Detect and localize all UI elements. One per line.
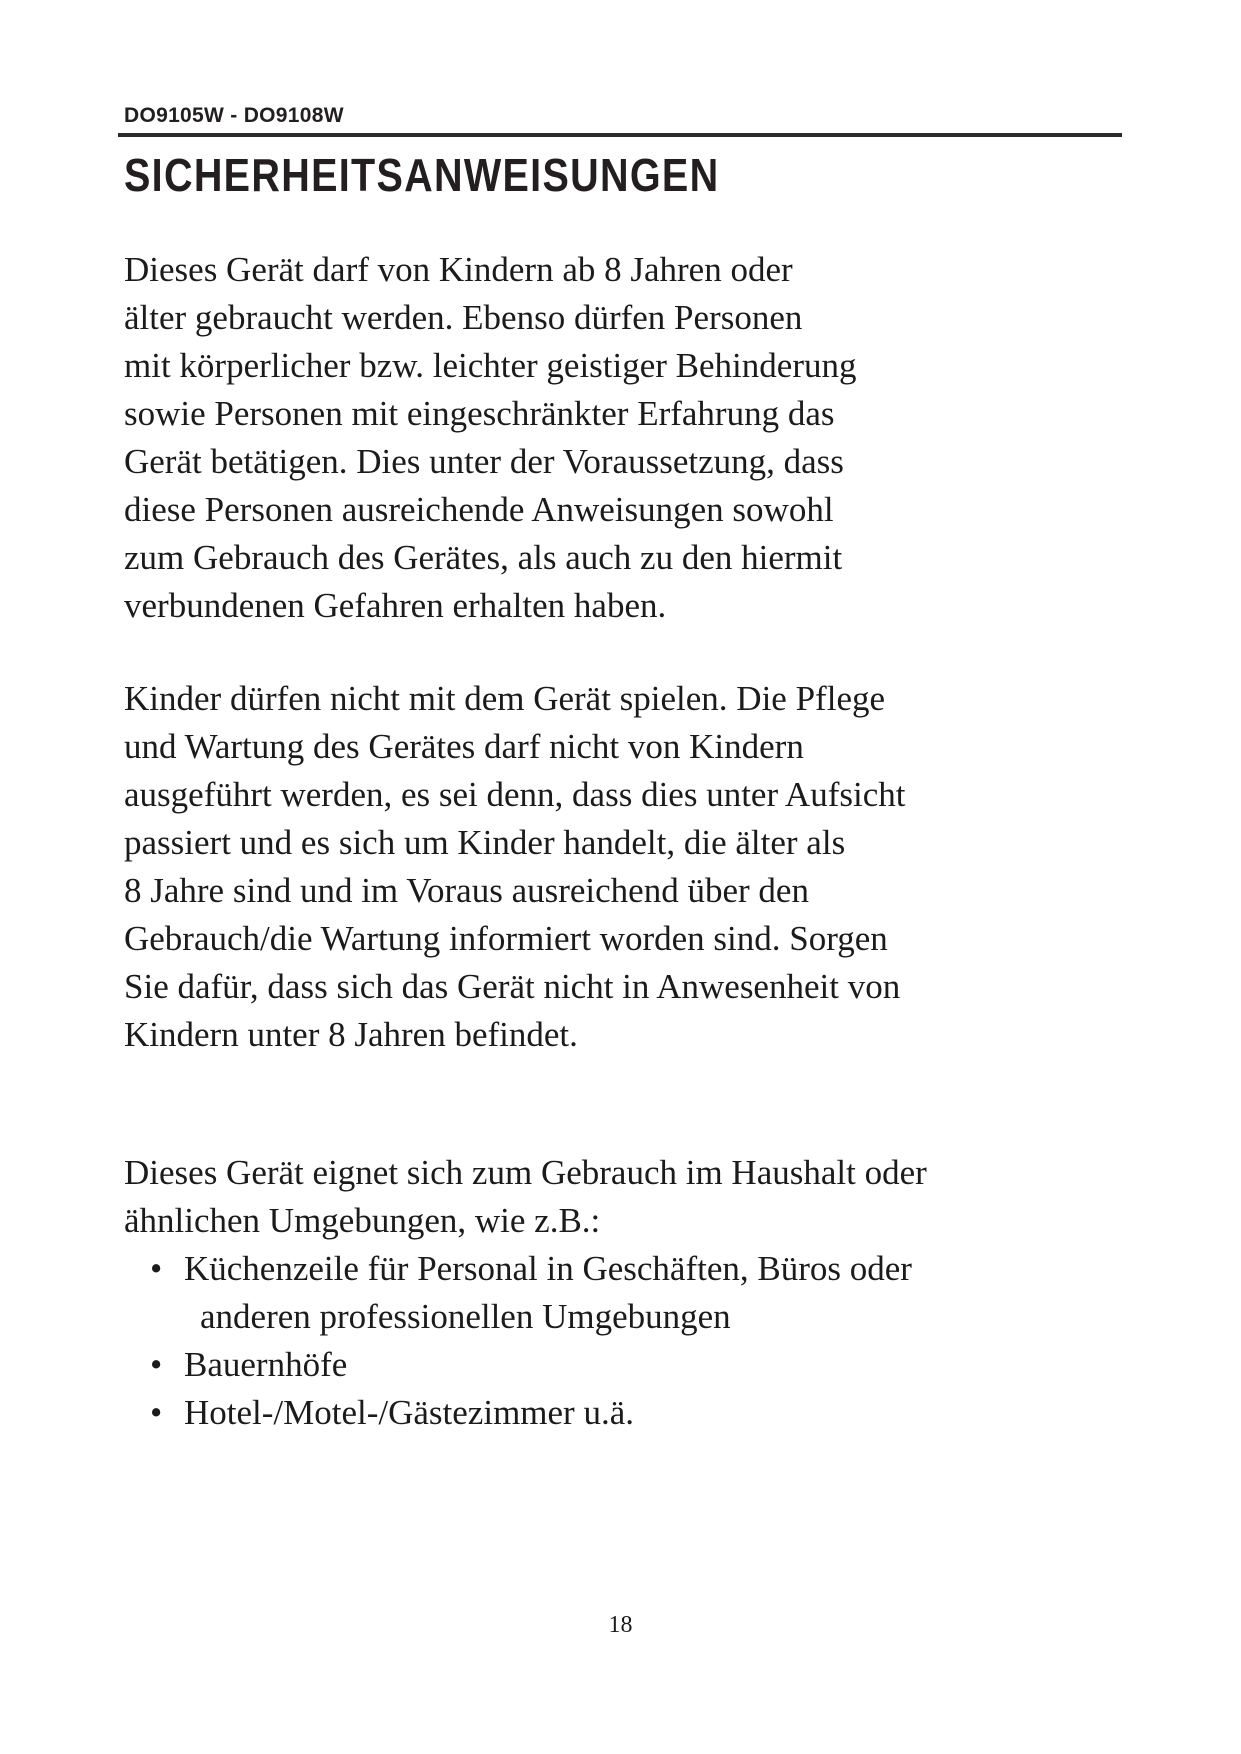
text-line: älter gebraucht werden. Ebenso dürfen Personen <box>124 298 803 337</box>
text-line: verbundenen Gefahren erhalten haben. <box>124 586 667 625</box>
text-line: Gerät betätigen. Dies unter der Voraussetzung, dass <box>124 442 844 481</box>
text-line: Gebrauch/die Wartung informiert worden sind. Sorgen <box>124 919 888 958</box>
list-item <box>124 1341 1134 1389</box>
body-text <box>124 246 1134 1437</box>
text-line: Kindern unter 8 Jahren befindet. <box>124 1015 578 1054</box>
section-title: SICHERHEITSANWEISUNGEN <box>124 149 720 201</box>
bullet-text <box>184 1389 1134 1437</box>
paragraph-household-use <box>124 1149 1134 1245</box>
text-line: Küchenzeile für Personal in Geschäften, Büros oder <box>184 1249 912 1288</box>
text-line: Hotel-/Motel-/Gästezimmer u.ä. <box>184 1393 634 1432</box>
usage-bullet-list <box>124 1245 1134 1437</box>
list-item <box>124 1245 1134 1341</box>
text-line: Dieses Gerät eignet sich zum Gebrauch im Haushalt oder <box>124 1153 927 1192</box>
bullet-text <box>184 1341 1134 1389</box>
text-line: Bauernhöfe <box>184 1345 348 1384</box>
paragraph-children-use <box>124 246 1134 630</box>
text-line: mit körperlicher bzw. leichter geistiger Behinderung <box>124 346 857 385</box>
text-line: Kinder dürfen nicht mit dem Gerät spielen. Die Pflege <box>124 679 886 718</box>
text-line: Dieses Gerät darf von Kindern ab 8 Jahren oder <box>124 250 793 289</box>
bullet-text <box>184 1245 1134 1341</box>
list-item <box>124 1389 1134 1437</box>
text-line: zum Gebrauch des Gerätes, als auch zu den hiermit <box>124 538 843 577</box>
bullet-icon: • <box>150 1249 163 1288</box>
text-line: diese Personen ausreichende Anweisungen sowohl <box>124 490 834 529</box>
text-line: ausgeführt werden, es sei denn, dass dies unter Aufsicht <box>124 775 906 814</box>
paragraph-children-play <box>124 675 1134 1059</box>
text-line: 8 Jahre sind und im Voraus ausreichend über den <box>124 871 809 910</box>
bullet-icon: • <box>150 1345 163 1384</box>
text-line: passiert und es sich um Kinder handelt, die älter als <box>124 823 846 862</box>
page-header <box>118 104 1122 202</box>
text-line: ähnlichen Umgebungen, wie z.B.: <box>124 1201 601 1240</box>
bullet-icon: • <box>150 1393 163 1432</box>
text-line: und Wartung des Gerätes darf nicht von Kindern <box>124 727 804 766</box>
text-line: sowie Personen mit eingeschränkter Erfahrung das <box>124 394 835 433</box>
text-line: Sie dafür, dass sich das Gerät nicht in Anwesenheit von <box>124 967 901 1006</box>
header-rule <box>118 133 1122 137</box>
model-code: DO9105W - DO9108W <box>124 104 344 127</box>
text-line: anderen professionellen Umgebungen <box>200 1297 731 1336</box>
page-number: 18 <box>608 1612 633 1638</box>
